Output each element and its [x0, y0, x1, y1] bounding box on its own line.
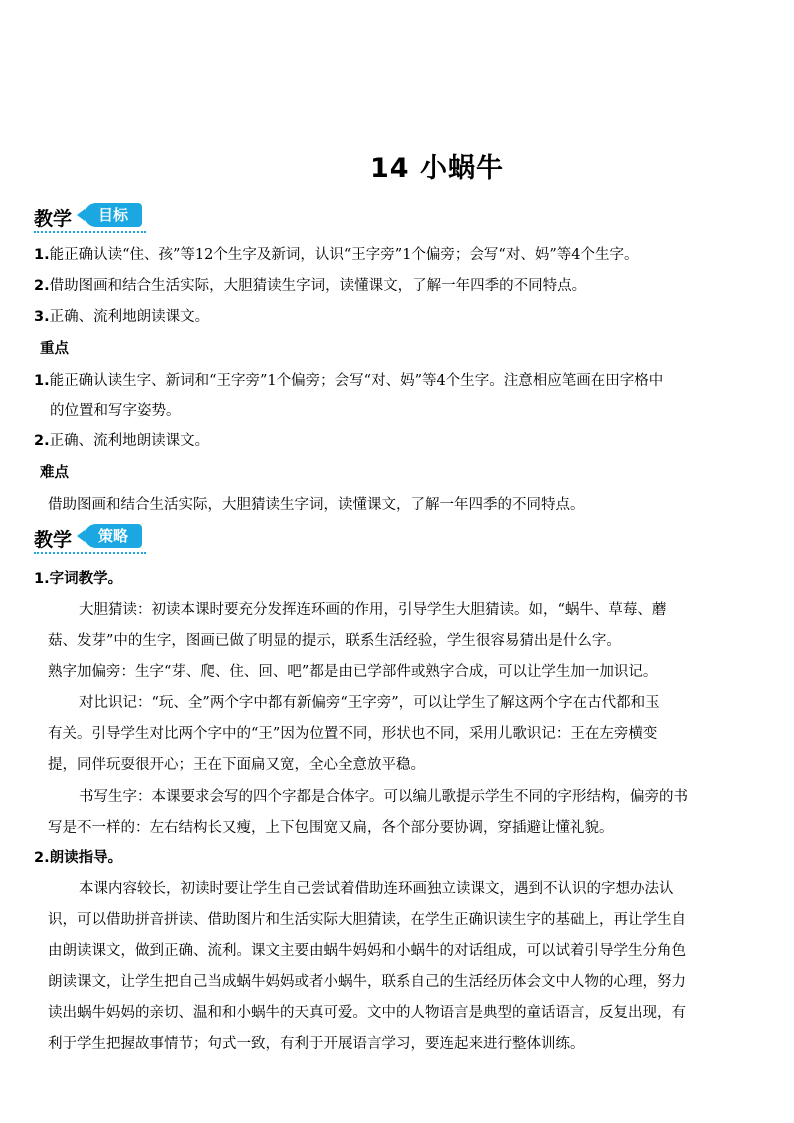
strategy-1-line: 大胆猜读：初读本课时要充分发挥连环画的作用，引导学生大胆猜读。如，“蜗牛、草莓、蘑	[79, 602, 667, 618]
goals-header	[34, 200, 146, 234]
strategy-header	[34, 521, 146, 555]
strategy-2-line: 识，可以借助拼音拼读、借助图片和生活实际大胆猜读，在学生正确识读生字的基础上，再让学生自	[48, 912, 686, 928]
difficult-point-text: 借助图画和结合生活实际，大胆猜读生字词，读懂课文，了解一年四季的不同特点。	[48, 497, 585, 513]
key-points-label: 重点	[40, 341, 69, 357]
strategy-1-line: 对比识记：“玩、全”两个字中都有新偏旁“王字旁”，可以让学生了解这两个字在古代都和玉	[79, 695, 660, 711]
strategy-1-line: 提，同伴玩耍很开心；王在下面扁又宽，全心全意放平稳。	[48, 757, 425, 773]
strategy-header-main: 教学	[34, 529, 73, 551]
difficult-points-label: 难点	[40, 465, 69, 481]
strategy-2-line: 朗读课文，让学生把自己当成蜗牛妈妈或者小蜗牛，联系自己的生活经历体会文中人物的心理，努力	[48, 974, 686, 990]
strategy-2-line: 利于学生把握故事情节；句式一致，有利于开展语言学习，要连起来进行整体训练。	[48, 1036, 585, 1052]
strategy-header-tag: 策略	[84, 524, 142, 548]
key-point-1-cont: 的位置和写字姿势。	[50, 403, 181, 419]
page-title: 14 小蜗牛	[370, 153, 504, 184]
header-underline	[34, 231, 146, 233]
goal-item-2: 2.借助图画和结合生活实际，大胆猜读生字词，读懂课文，了解一年四季的不同特点。	[34, 278, 587, 294]
goal-item-3: 3.正确、流利地朗读课文。	[34, 309, 210, 325]
strategy-2-line: 本课内容较长，初读时要让学生自己尝试着借助连环画独立读课文，遇到不认识的字想办法认	[79, 881, 674, 897]
strategy-1-line: 熟字加偏旁：生字“芽、爬、住、回、吧”都是由已学部件或熟字合成，可以让学生加一加识记。	[48, 664, 658, 680]
strategy-1-title: 1.字词教学。	[34, 571, 123, 587]
key-point-1: 1.能正确认读生字、新词和“王字旁”1个偏旁；会写“对、妈”等4个生字。注意相应笔画在田字格中	[34, 373, 664, 389]
goals-header-tag: 目标	[84, 203, 142, 227]
goals-header-main: 教学	[34, 208, 73, 230]
strategy-1-line: 书写生字：本课要求会写的四个字都是合体字。可以编儿歌提示学生不同的字形结构，偏旁的书	[79, 789, 688, 805]
goal-item-1: 1.能正确认读“住、孩”等12个生字及新词，认识“王字旁”1个偏旁；会写“对、妈”等4个生字。	[34, 247, 639, 263]
strategy-2-line: 读出蜗牛妈妈的亲切、温和和小蜗牛的天真可爱。文中的人物语言是典型的童话语言，反复出现，有	[48, 1005, 686, 1021]
key-point-2: 2.正确、流利地朗读课文。	[34, 433, 210, 449]
strategy-2-line: 由朗读课文，做到正确、流利。课文主要由蜗牛妈妈和小蜗牛的对话组成，可以试着引导学生分角色	[48, 943, 686, 959]
strategy-2-title: 2.朗读指导。	[34, 850, 123, 866]
header-underline	[34, 552, 146, 554]
strategy-1-line: 菇、发芽”中的生字，图画已做了明显的提示，联系生活经验，学生很容易猜出是什么字。	[48, 633, 621, 649]
strategy-1-line: 写是不一样的：左右结构长又瘦，上下包围宽又扁，各个部分要协调，穿插避让懂礼貌。	[48, 820, 614, 836]
strategy-1-line: 有关。引导学生对比两个字中的“王”因为位置不同，形状也不同，采用儿歌识记：王在左旁横变	[48, 726, 658, 742]
